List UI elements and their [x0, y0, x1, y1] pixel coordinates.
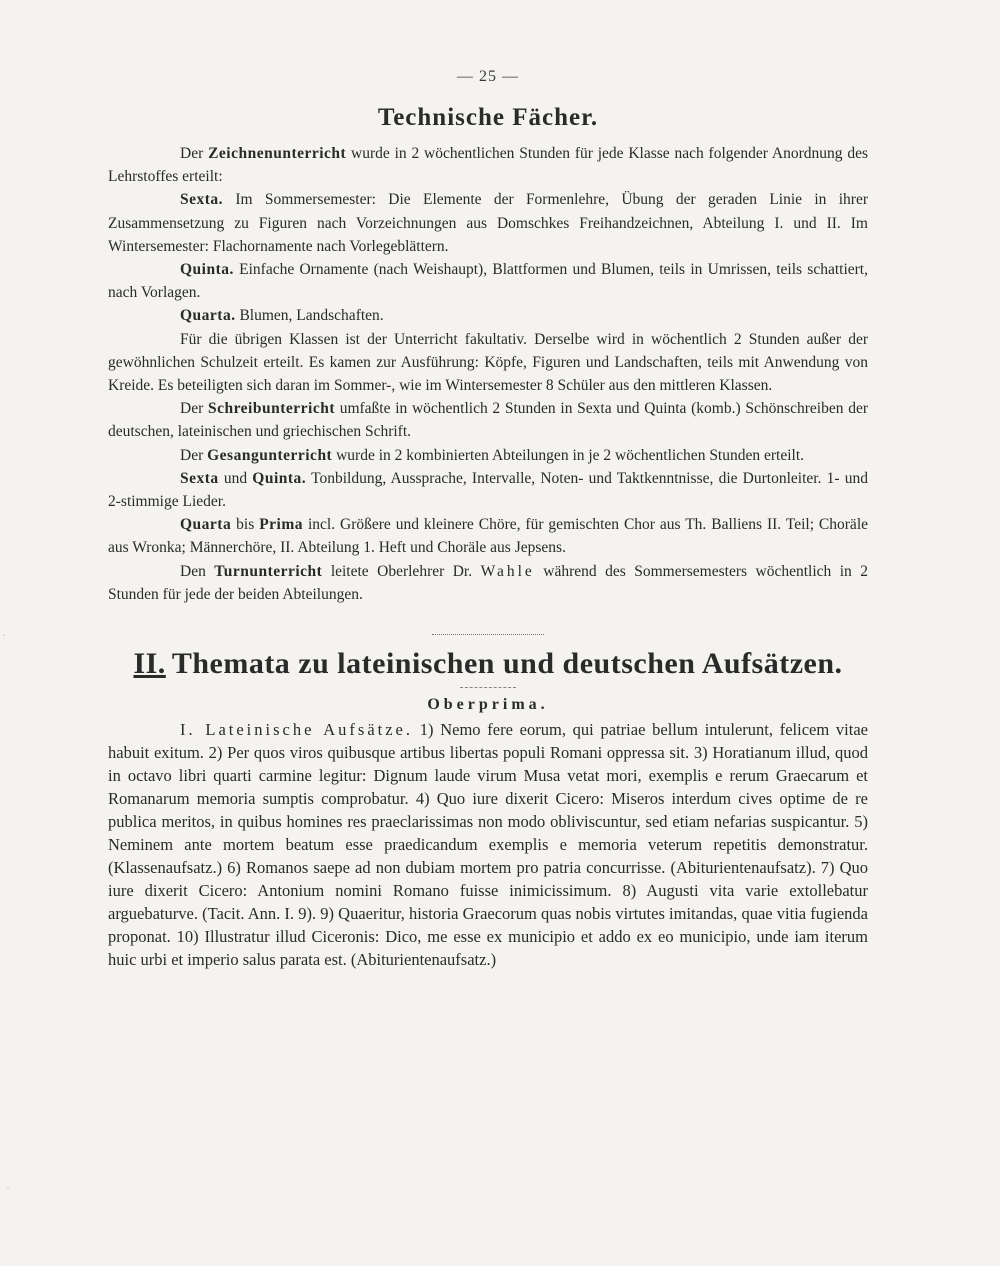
subsection-title: Oberprima.: [427, 696, 549, 714]
text: Der: [180, 400, 208, 418]
keyword: Schreibunterricht: [207, 400, 335, 418]
text: wurde in 2 kombinierten Abteilungen in je 2 wöchentlichen Stunden erteilt.: [332, 446, 805, 464]
class-label: Quinta.: [252, 469, 307, 487]
section-number: II.: [133, 647, 166, 681]
scan-speck: ·: [6, 1180, 10, 1194]
keyword: Turnunterricht: [214, 562, 323, 580]
class-label: Quarta.: [180, 307, 236, 325]
paragraph-quarta: [108, 304, 868, 327]
paragraph-other-classes: [108, 328, 868, 398]
teacher-name: Wahle: [480, 562, 535, 580]
text: umfaßte in wöchentlich 2 Stunden in Sexta und Quinta (komb.) Schönschreiben der deutschen, lateinischen und griechischen Schrift.: [108, 400, 868, 441]
text: Einfache Ornamente (nach Weishaupt), Blattformen und Blumen, teils in Umrissen, teils schattiert, nach Vorlagen.: [108, 261, 868, 302]
text: Der: [180, 446, 208, 464]
section-divider: [432, 634, 544, 635]
text: incl. Größere und kleinere Chöre, für gemischten Chor aus Th. Balliens II. Teil; Choräle aus Wronka; Männerchöre, II. Abteilung 1. Heft und Choräle aus Jepsens.: [108, 516, 869, 557]
section-title: Technische Fächer.: [377, 104, 599, 131]
scan-speck: ·: [2, 628, 6, 642]
text: bis: [231, 516, 260, 534]
paragraph-quinta: [108, 258, 868, 304]
paragraph-gymnastics: [108, 560, 868, 606]
latin-essays-label: I. Lateinische Aufsätze.: [180, 720, 413, 740]
keyword: Zeichnenunterricht: [208, 145, 347, 162]
text: leitete Oberlehrer Dr.: [322, 562, 481, 580]
paragraph-quarta-prima-singing: [108, 513, 868, 559]
paragraph-singing: [108, 444, 868, 467]
section-title-text: Themata zu lateinischen und deutschen Aufsätzen.: [171, 647, 843, 681]
paragraph-drawing: [108, 142, 868, 188]
class-label: Quarta: [180, 516, 232, 534]
paragraph-latin-essays: [108, 718, 868, 971]
text: während des Sommersemesters wöchentlich in 2 Stunden für jede der beiden Abteilungen.: [108, 562, 868, 603]
paragraph-sexta-quinta-singing: [108, 467, 868, 513]
section-title: [108, 647, 868, 681]
text: Im Sommersemester: Die Elemente der Formenlehre, Übung der geraden Linie in ihrer Zusammensetzung zu Figuren nach Vorzeichnungen aus Domschkes Freihandzeichnen, Abteilung I. und II. Im Wintersemester: Flachornamente nach Vorlegeblättern.: [108, 191, 868, 255]
section-technical-subjects: [108, 104, 868, 606]
class-label: Quinta.: [180, 261, 234, 279]
text: Blumen, Landschaften.: [235, 307, 384, 325]
text: und: [218, 469, 253, 487]
section-essay-topics: [108, 647, 868, 971]
class-label: Prima: [259, 516, 304, 534]
paragraph-sexta: [108, 188, 868, 258]
keyword: Gesangunterricht: [207, 446, 333, 464]
text: Den: [180, 562, 215, 580]
latin-essays-text: 1) Nemo fere eorum, qui patriae bellum intulerunt, felicem vitae habuit exitum. 2) Per quos viros quibusque artibus libertas populi Romani oppressa sit. 3) Horatianum illud, quod in octavo libri quarti carmine legitur: Dignum laude virum Musa vetat mori, exemplis e rerum Graecarum et Romanarum memoria sumptis comprobatur. 4) Quo iure dixerit Cicero: Miseros interdum cives optime de re publica meritos, in quibus homines res praeclarissimas non modo obliviscuntur, sed etiam nefarias suspicantur. 5) Neminem ante mortem beatum esse praedicandum exemplis e memoria veterum repetitis demonstratur. (Klassenaufsatz.) 6) Romanos saepe ad non dubiam mortem pro patria concurrisse. (Abiturientenaufsatz). 7) Quo iure dixerit Cicero: Antonium nomini Romano fuisse inimicissimum. 8) Augusti vita varie extollebatur arguebaturve. (Tacit. Ann. I. 9). 9) Quaeritur, historia Graecorum quas nobis virtutes imitandas, quae vitia fugienda proponat. 10) Illustratur illud Ciceronis: Dico, me esse ex municipio et addo ex eo municipio, unde iam iterum huic urbi et imperio salus parata est. (Abiturientenaufsatz.): [108, 720, 868, 970]
page-number: — 25 —: [457, 68, 519, 85]
text: Der: [180, 145, 209, 162]
latin-essays: [108, 718, 868, 971]
class-label: Sexta.: [180, 191, 224, 209]
class-label: Sexta: [180, 469, 219, 487]
title-ornament: [460, 687, 516, 688]
paragraph-writing: [108, 397, 868, 443]
text: wurde in 2 wöchentlichen Stunden für jede Klasse nach folgender Anordnung des Lehrstoffes erteilt:: [108, 145, 868, 186]
text: Für die übrigen Klassen ist der Unterricht fakultativ. Derselbe wird in wöchentlich 2 Stunden außer der gewöhnlichen Schulzeit erteilt. Es kamen zur Ausführung: Köpfe, Figuren und Landschaften, teils mit Anwendung von Kreide. Es beteiligten sich daran im Sommer-, wie im Wintersemester 8 Schüler aus den mittleren Klassen.: [108, 330, 868, 395]
text: Tonbildung, Aussprache, Intervalle, Noten- und Taktkenntnisse, die Durtonleiter. 1- und 2-stimmige Lieder.: [108, 469, 868, 511]
